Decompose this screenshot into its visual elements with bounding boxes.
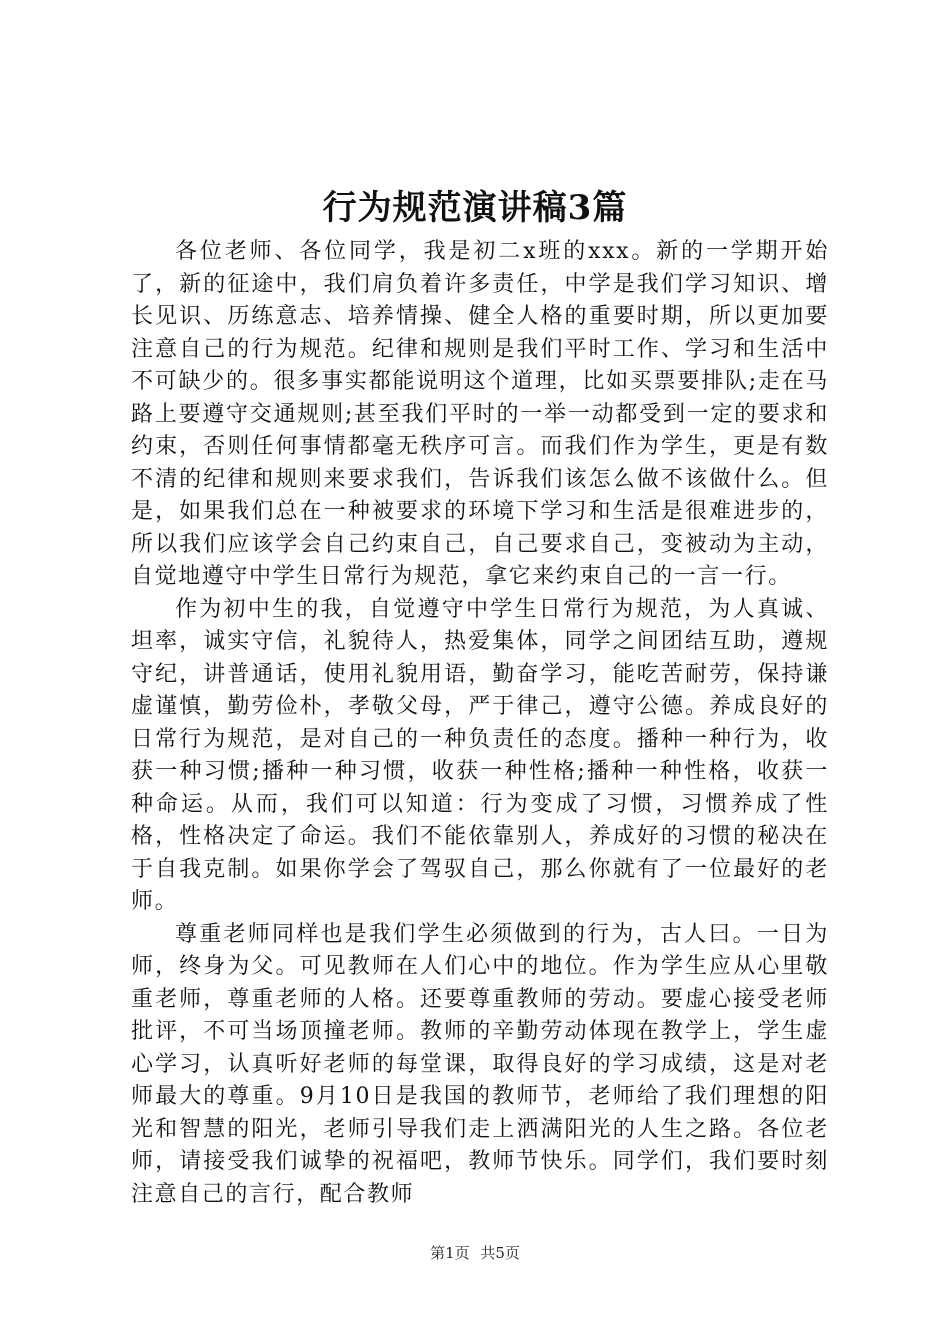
document-body <box>131 236 829 1211</box>
page-footer <box>0 1243 950 1263</box>
paragraph-2: 作为初中生的我，自觉遵守中学生日常行为规范，为人真诚、坦率，诚实守信，礼貌待人，热爱集体，同学之间团结互助，遵规守纪，讲普通话，使用礼貌用语，勤奋学习，能吃苦耐劳，保持谦虚谨慎，勤劳俭朴，孝敬父母，严于律己，遵守公德。养成良好的日常行为规范，是对自己的一种负责任的态度。播种一种行为，收获一种习惯;播种一种习惯，收获一种性格;播种一种性格，收获一种命运。从而，我们可以知道：行为变成了习惯，习惯养成了性格，性格决定了命运。我们不能依靠别人，养成好的习惯的秘决在于自我克制。如果你学会了驾驭自己，那么你就有了一位最好的老师。 <box>131 596 829 914</box>
page-total: 共5页 <box>480 1244 520 1262</box>
paragraph-3: 尊重老师同样也是我们学生必须做到的行为，古人曰。一日为师，终身为父。可见教师在人们心中的地位。作为学生应从心里敬重老师，尊重老师的人格。还要尊重教师的劳动。要虚心接受老师批评，不可当场顶撞老师。教师的辛勤劳动体现在教学上，学生虚心学习，认真听好老师的每堂课，取得良好的学习成绩，这是对老师最大的尊重。9月10日是我国的教师节，老师给了我们理想的阳光和智慧的阳光，老师引导我们走上洒满阳光的人生之路。各位老师，请接受我们诚挚的祝福吧，教师节快乐。同学们，我们要时刻注意自己的言行，配合教师 <box>131 921 829 1207</box>
page-number: 第1页 <box>430 1244 470 1262</box>
paragraph-1: 各位老师、各位同学，我是初二x班的xxx。新的一学期开始了，新的征途中，我们肩负着许多责任，中学是我们学习知识、增长见识、历练意志、培养情操、健全人格的重要时期，所以更加要注意自己的行为规范。纪律和规则是我们平时工作、学习和生活中不可缺少的。很多事实都能说明这个道理，比如买票要排队;走在马路上要遵守交通规则;甚至我们平时的一举一动都受到一定的要求和约束，否则任何事情都毫无秩序可言。而我们作为学生，更是有数不清的纪律和规则来要求我们，告诉我们该怎么做不该做什么。但是，如果我们总在一种被要求的环境下学习和生活是很难进步的，所以我们应该学会自己约束自己，自己要求自己，变被动为主动，自觉地遵守中学生日常行为规范，拿它来约束自己的一言一行。 <box>131 239 829 589</box>
document-title: 行为规范演讲稿3篇 <box>322 188 628 228</box>
